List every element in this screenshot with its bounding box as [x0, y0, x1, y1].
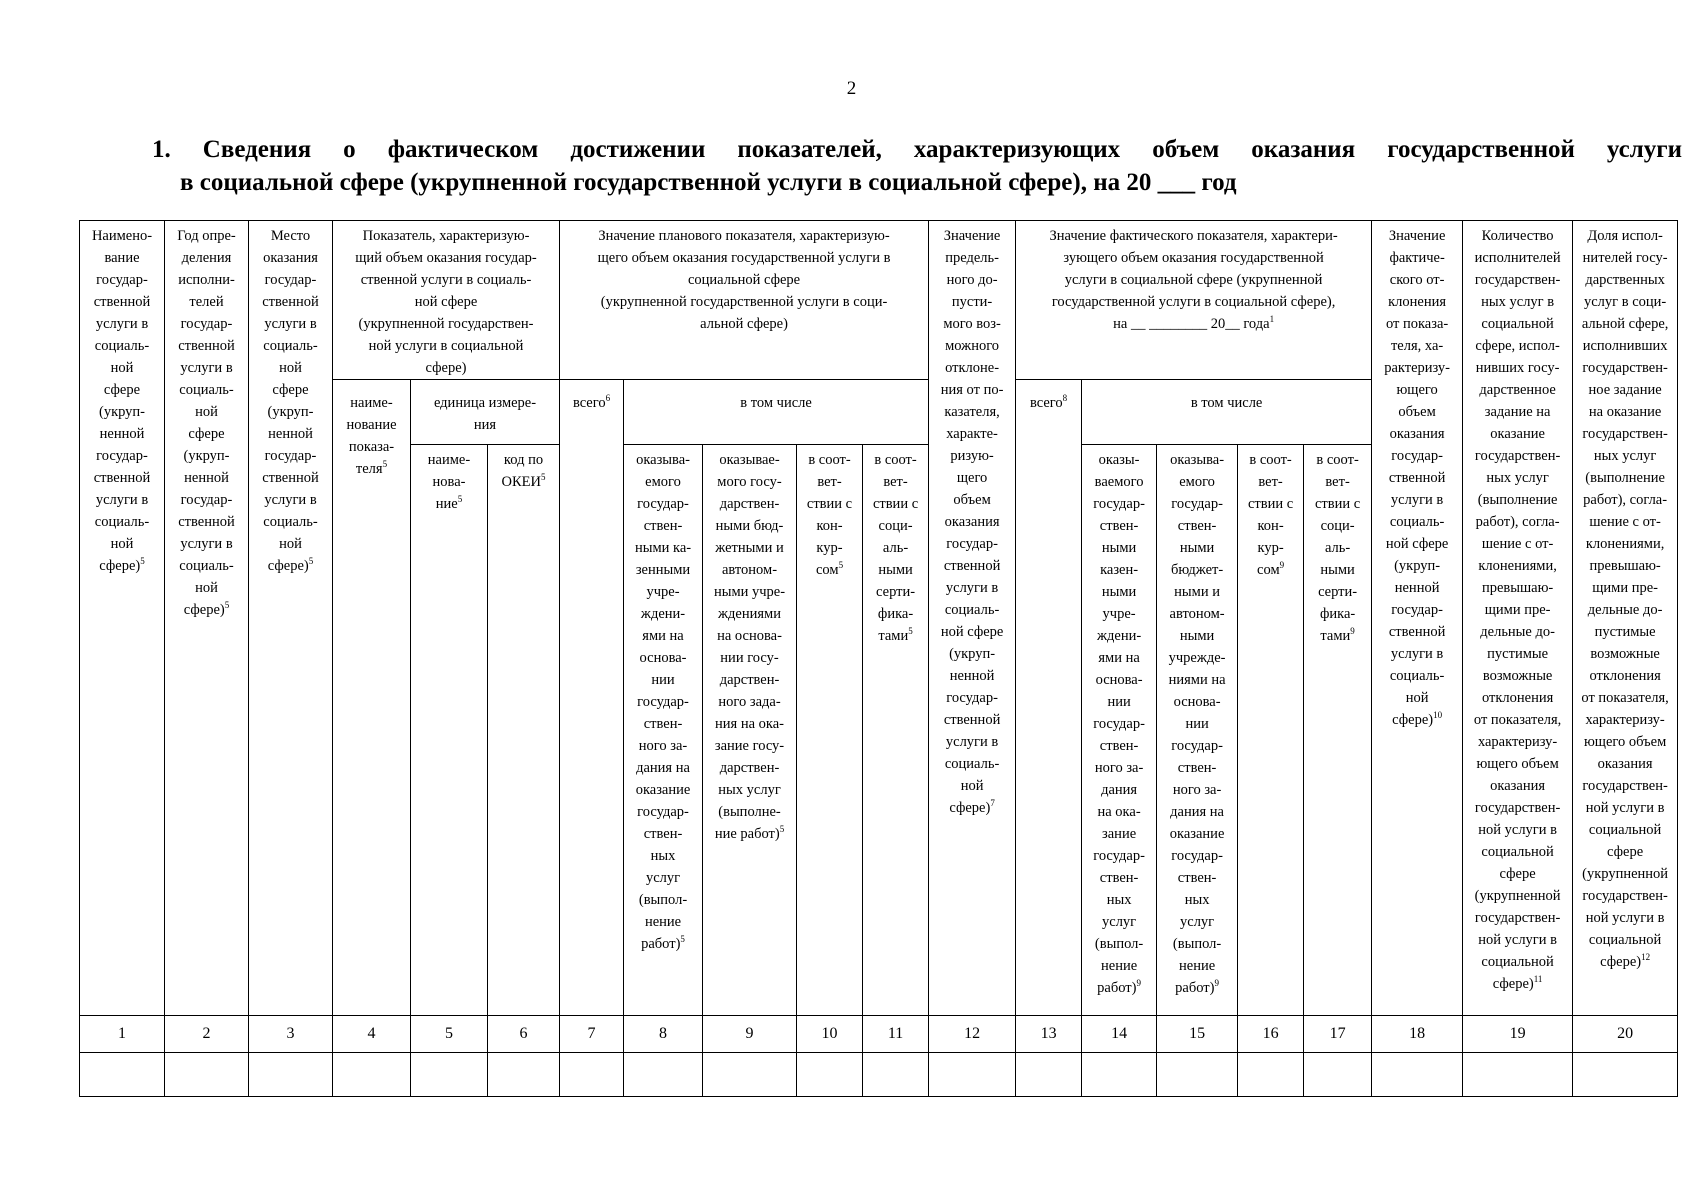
empty-cell [1082, 1053, 1157, 1097]
column-numbers-row [80, 1016, 1678, 1053]
col-header-place: Место оказания государ- ственной услуги в социаль- ной сфере (укруп- ненной государ- ственной услуги в социаль- ной сфере)$^5$ [249, 221, 333, 1016]
empty-cell [797, 1053, 863, 1097]
column-number: 10 [797, 1016, 863, 1053]
col-header-year: Год опре- деления исполни- телей государ- ственной услуги в социаль- ной сфере (укруп- ненной государ- ственной услуги в социаль- ной сфере)$^5$ [165, 221, 249, 1016]
column-number: 4 [333, 1016, 411, 1053]
col-header-plan-total: всего$^6$ [560, 380, 624, 1016]
group-header-plan-value: Значение планового показателя, характеризую- щего объем оказания государственной услуги в социальной сфере (укрупненной государственной услуги в соци- альной сфере) [560, 221, 929, 380]
section-title-line-2: в социальной сфере (укрупненной государственной услуги в социальной сфере), на 20 ___ год [180, 169, 1237, 196]
col-header-indicator-name: наиме- нование показа- теля$^5$ [333, 380, 411, 1016]
empty-cell [1372, 1053, 1463, 1097]
col-header-unit-name: наиме- нова- ние$^5$ [411, 445, 488, 1016]
col-header-plan-certificates: в соот- вет- ствии с соци- аль- ными серти- фика- тами$^5$ [863, 445, 929, 1016]
empty-cell [411, 1053, 488, 1097]
col-header-fact-total: всего$^8$ [1016, 380, 1082, 1016]
header-row-1 [80, 221, 1678, 380]
column-number: 15 [1157, 1016, 1238, 1053]
column-number: 11 [863, 1016, 929, 1053]
column-number: 16 [1238, 1016, 1304, 1053]
column-number: 5 [411, 1016, 488, 1053]
column-number: 9 [703, 1016, 797, 1053]
empty-cell [1016, 1053, 1082, 1097]
col-header-max-deviation: Значение предель- ного до- пусти- мого воз- можного отклоне- ния от по- казателя, характе- ризую- щего объем оказания государ- ственной услуги в социаль- ной сфере (укруп- ненной государ- ственной услуги в социаль- ной сфере)$^7$ [929, 221, 1016, 1016]
column-number: 2 [165, 1016, 249, 1053]
column-number: 19 [1463, 1016, 1573, 1053]
col-header-plan-kazennye: оказыва- емого государ- ствен- ными ка- зенными учре- ждени- ями на основа- нии государ- ствен- ного за- дания на оказание государ- ствен- ных услуг (выпол- нение работ)$^5$ [624, 445, 703, 1016]
col-header-fact-deviation: Значение фактиче- ского от- клонения от показа- теля, ха- рактеризу- ющего объем оказания государ- ственной услуги в социаль- ной сфере (укруп- ненной государ- ственной услуги в социаль- ной сфере)$^{10}$ [1372, 221, 1463, 1016]
empty-cell [1238, 1053, 1304, 1097]
group-header-indicator: Показатель, характеризую- щий объем оказания государ- ственной услуги в социаль- ной сфере (укрупненной государствен- ной услуги в социальной сфере) [333, 221, 560, 380]
column-number: 13 [1016, 1016, 1082, 1053]
col-header-plan-budget: оказывае- мого госу- дарствен- ными бюд- жетными и автоном- ными учре- ждениями на основа- нии госу- дарствен- ного зада- ния на ока- зание госу- дарствен- ных услуг (выполне- ние работ)$^5$ [703, 445, 797, 1016]
empty-cell [488, 1053, 560, 1097]
empty-data-row [80, 1053, 1678, 1097]
column-number: 17 [1304, 1016, 1372, 1053]
empty-cell [249, 1053, 333, 1097]
col-header-plan-contest: в соот- вет- ствии с кон- кур- сом$^5$ [797, 445, 863, 1016]
col-header-executors-count: Количество исполнителей государствен- ных услуг в социальной сфере, испол- нивших госу- дарственное задание на оказание государствен- ных услуг (выполнение работ), согла- шение с от- клонениями, превышаю- щими пре- дельные до- пустимые возможные отклонения от показателя, характеризу- ющего объем оказания государствен- ной услуги в социальной сфере (укрупненной государствен- ной услуги в социальной сфере)$^{11}$ [1463, 221, 1573, 1016]
section-title [152, 133, 1682, 199]
empty-cell [929, 1053, 1016, 1097]
group-header-fact-value: Значение фактического показателя, характери- зующего объем оказания государственной услуги в социальной сфере (укрупненной государственной услуги в социальной сфере), на __ ________ 20__ года$^1$ [1016, 221, 1372, 380]
column-number: 18 [1372, 1016, 1463, 1053]
col-header-fact-contest: в соот- вет- ствии с кон- кур- сом$^9$ [1238, 445, 1304, 1016]
group-header-unit: единица измере- ния [411, 380, 560, 445]
plan-including-header: в том числе [624, 380, 929, 445]
empty-cell [560, 1053, 624, 1097]
col-header-fact-certificates: в соот- вет- ствии с соци- аль- ными серти- фика- тами$^9$ [1304, 445, 1372, 1016]
section-title-line-1: 1. Сведения о фактическом достижении показателей, характеризующих объем оказания государственной услуги [152, 136, 1682, 163]
column-number: 8 [624, 1016, 703, 1053]
empty-cell [1304, 1053, 1372, 1097]
col-header-fact-budget: оказыва- емого государ- ствен- ными бюджет- ными и автоном- ными учрежде- ниями на основа- нии государ- ствен- ного за- дания на оказание государ- ствен- ных услуг (выпол- нение работ)$^9$ [1157, 445, 1238, 1016]
empty-cell [333, 1053, 411, 1097]
column-number: 3 [249, 1016, 333, 1053]
col-header-okei-code: код по ОКЕИ$^5$ [488, 445, 560, 1016]
column-number: 14 [1082, 1016, 1157, 1053]
column-number: 7 [560, 1016, 624, 1053]
empty-cell [863, 1053, 929, 1097]
empty-cell [624, 1053, 703, 1097]
col-header-fact-kazennye: оказы- ваемого государ- ствен- ными казен- ными учре- ждени- ями на основа- нии государ- ствен- ного за- дания на ока- зание государ- ствен- ных услуг (выпол- нение работ)$^9$ [1082, 445, 1157, 1016]
column-number: 12 [929, 1016, 1016, 1053]
empty-cell [1463, 1053, 1573, 1097]
col-header-service-name: Наимено- вание государ- ственной услуги в социаль- ной сфере (укруп- ненной государ- ственной услуги в социаль- ной сфере)$^5$ [80, 221, 165, 1016]
empty-cell [1157, 1053, 1238, 1097]
indicators-table [79, 220, 1678, 1097]
col-header-executors-share: Доля испол- нителей госу- дарственных услуг в соци- альной сфере, исполнивших государствен- ное задание на оказание государствен- ных услуг (выполнение работ), согла- шение с от- клонениями, превышаю- щими пре- дельные до- пустимые возможные отклонения от показателя, характеризу- ющего объем оказания государствен- ной услуги в социальной сфере (укрупненной государствен- ной услуги в социальной сфере)$^{12}$ [1573, 221, 1678, 1016]
empty-cell [80, 1053, 165, 1097]
empty-cell [1573, 1053, 1678, 1097]
page-number: 2 [846, 78, 857, 99]
column-number: 20 [1573, 1016, 1678, 1053]
empty-cell [703, 1053, 797, 1097]
column-number: 6 [488, 1016, 560, 1053]
empty-cell [165, 1053, 249, 1097]
fact-including-header: в том числе [1082, 380, 1372, 445]
column-number: 1 [80, 1016, 165, 1053]
